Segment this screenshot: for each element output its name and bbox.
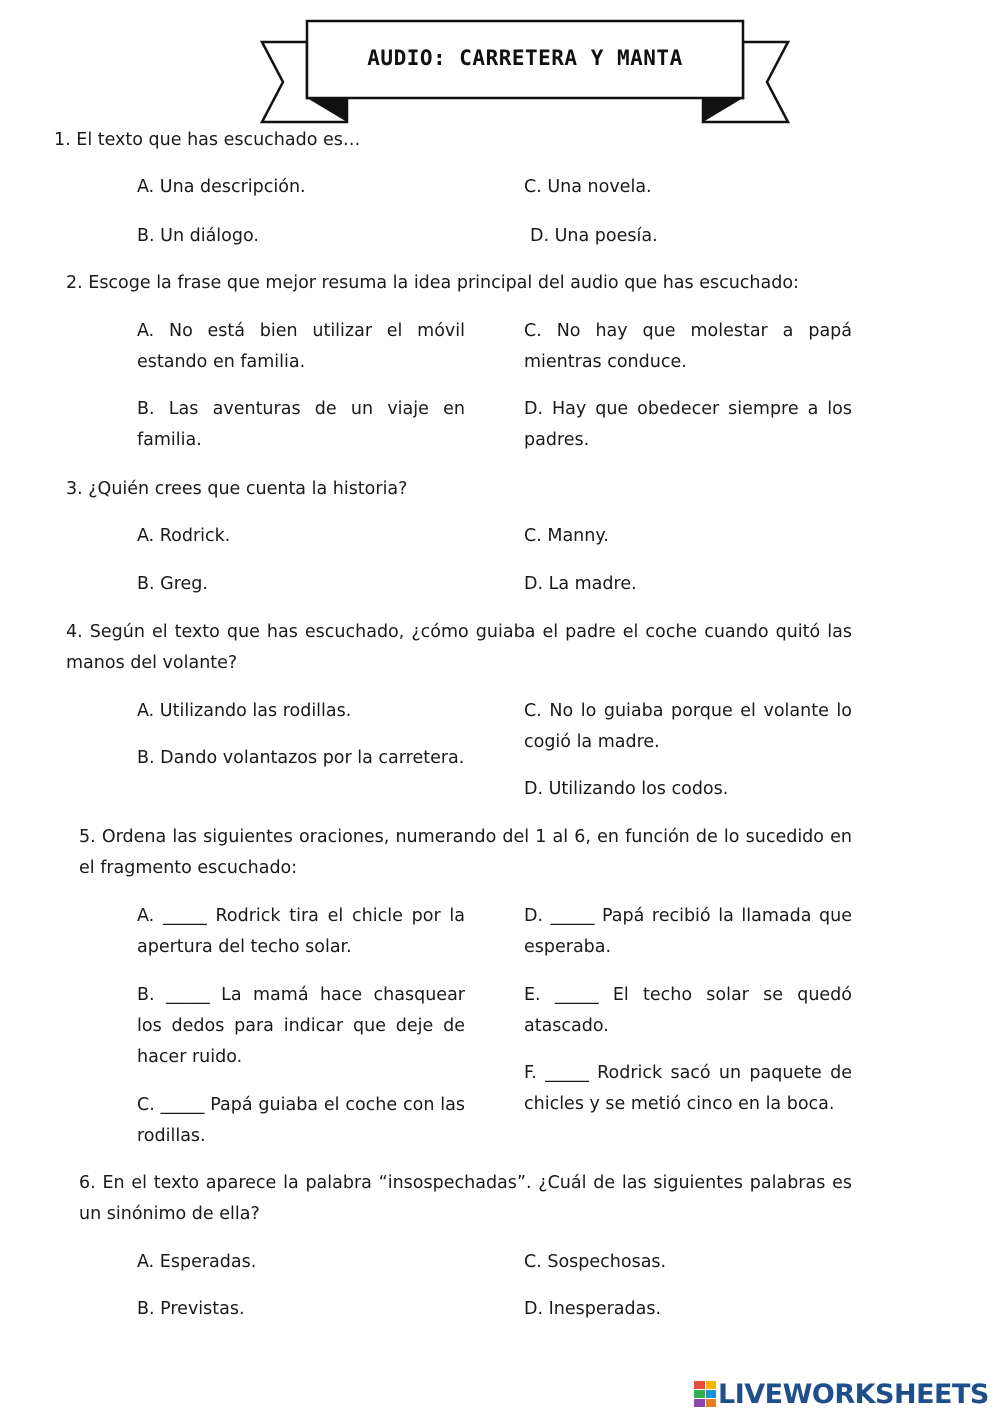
option-2a[interactable]: A. No está bien utilizar el móvil estando en familia.	[137, 321, 465, 372]
page-title: AUDIO: CARRETERA Y MANTA	[367, 46, 683, 70]
order-item-e[interactable]: E. _____ El techo solar se quedó atascado.	[524, 985, 852, 1036]
option-4a[interactable]: A. Utilizando las rodillas.	[137, 701, 352, 721]
order-item-c[interactable]: C. _____ Papá guiaba el coche con las rodillas.	[137, 1095, 465, 1146]
option-1c[interactable]: C. Una novela.	[524, 177, 652, 197]
question-1: 1. El texto que has escuchado es…	[54, 130, 361, 150]
option-4c[interactable]: C. No lo guiaba porque el volante lo cogió la madre.	[524, 701, 852, 752]
option-4b[interactable]: B. Dando volantazos por la carretera.	[137, 748, 465, 768]
question-2: 2. Escoge la frase que mejor resuma la idea principal del audio que has escuchado:	[66, 273, 799, 293]
option-3d[interactable]: D. La madre.	[524, 574, 637, 594]
option-3a[interactable]: A. Rodrick.	[137, 526, 231, 546]
option-1d[interactable]: D. Una poesía.	[530, 226, 658, 246]
option-3c[interactable]: C. Manny.	[524, 526, 609, 546]
order-item-b[interactable]: B. _____ La mamá hace chasquear los dedos para indicar que deje de hacer ruido.	[137, 985, 465, 1067]
option-6a[interactable]: A. Esperadas.	[137, 1252, 257, 1272]
option-6d[interactable]: D. Inesperadas.	[524, 1299, 662, 1319]
option-1b[interactable]: B. Un diálogo.	[137, 226, 259, 246]
option-3b[interactable]: B. Greg.	[137, 574, 208, 594]
order-item-f[interactable]: F. _____ Rodrick sacó un paquete de chicles y se metió cinco en la boca.	[524, 1063, 852, 1114]
option-4d[interactable]: D. Utilizando los codos.	[524, 779, 729, 799]
option-2b[interactable]: B. Las aventuras de un viaje en familia.	[137, 399, 465, 450]
question-3: 3. ¿Quién crees que cuenta la historia?	[66, 479, 408, 499]
liveworksheets-logo	[694, 1379, 989, 1409]
question-6: 6. En el texto aparece la palabra “insospechadas”. ¿Cuál de las siguientes palabras es un sinónimo de ella?	[79, 1173, 852, 1224]
ribbon-banner-graphic	[255, 18, 795, 128]
title-banner	[255, 18, 795, 128]
question-4: 4. Según el texto que has escuchado, ¿cómo guiaba el padre el coche cuando quitó las manos del volante?	[66, 622, 852, 673]
option-1a[interactable]: A. Una descripción.	[137, 177, 306, 197]
option-6c[interactable]: C. Sospechosas.	[524, 1252, 667, 1272]
order-item-a[interactable]: A. _____ Rodrick tira el chicle por la apertura del techo solar.	[137, 906, 465, 957]
logo-text: LIVEWORKSHEETS	[718, 1378, 989, 1410]
question-5: 5. Ordena las siguientes oraciones, numerando del 1 al 6, en función de lo sucedido en el fragmento escuchado:	[79, 827, 852, 878]
order-item-d[interactable]: D. _____ Papá recibió la llamada que esperaba.	[524, 906, 852, 957]
logo-mark-icon	[694, 1381, 716, 1407]
option-6b[interactable]: B. Previstas.	[137, 1299, 245, 1319]
option-2d[interactable]: D. Hay que obedecer siempre a los padres.	[524, 399, 852, 450]
option-2c[interactable]: C. No hay que molestar a papá mientras conduce.	[524, 321, 852, 372]
